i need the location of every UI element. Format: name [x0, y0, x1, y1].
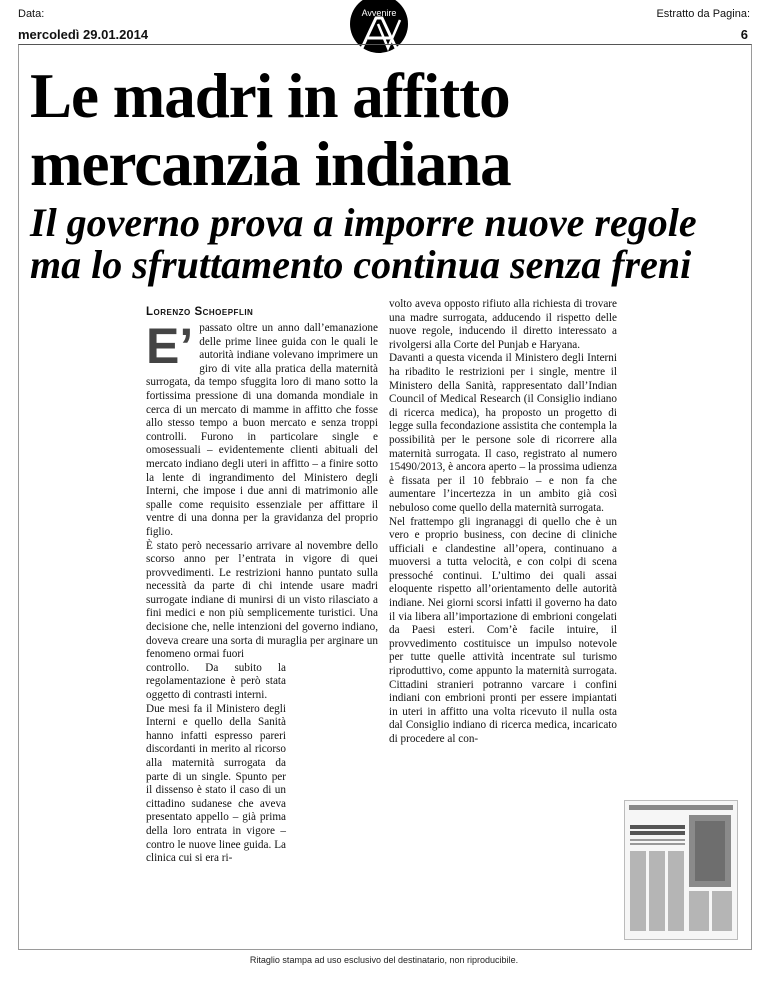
paragraph: Nel frattempo gli ingranaggi di quello che è un vero e proprio business, con decine di cliniche ufficiali e clandestine all’opera, continuano a muoversi a tutta velocità, e con colpi di scena pressoché continui. L’ultimo dei quali assai eloquente rispetto all’orientamento delle autorità indiane. Nei giorni scorsi infatti il governo ha dato il via libera all’importazione di embrioni congelati da Paesi esteri. Com’è facile intuire, il provvedimento costituisce un impulso notevole per tutte quelle attività incentrate sul turismo riproduttivo, come appunto la maternità surrogata. Cittadini stranieri potranno varcare i confini indiani con embrioni pronti per essere impiantati in uteri in affitto una volta ricevuto il nulla osta dal Consiglio indiano di ricerca medica, incaricato di procedere al con-	[389, 515, 617, 745]
paragraph: Due mesi fa il Ministero degli Interni e quello della Sanità hanno infatti espresso pareri discordanti in merito al ricorso alla maternità surrogata da parte di un single. Spunto per il dissenso è stato il caso di un cittadino sudanese che aveva presentato appello – già prima della loro entrata in vigore – contro le nuove linee guida. La clinica cui si era ri-	[146, 702, 286, 865]
paragraph: volto aveva opposto rifiuto alla richiesta di trovare una madre surrogata, adducendo il rispetto delle nuove regole, inducendo il diretto interessato a rivolgersi alla Corte del Punjab e Haryana.	[389, 298, 617, 351]
page-thumbnail	[624, 800, 738, 940]
drop-cap: E’	[146, 318, 194, 374]
footer-disclaimer: Ritaglio stampa ad uso esclusivo del destinatario, non riproducibile.	[249, 955, 519, 965]
paragraph: È stato però necessario arrivare al novembre dello scorso anno per l’entrata in vigore di quei provvedimenti. Le restrizioni hanno puntato sulla necessità da parte di chi intende usare madri surrogate indiane di munirsi di un visto rilasciato a fini medici e non più semplicemente turistici. Una decisione che, nelle intenzioni del governo indiano, doveva creare una sorta di muraglia per arginare un fenomeno ormai fuori	[146, 539, 378, 661]
date-label: Data:	[18, 8, 45, 20]
subheadline-line-1: Il governo prova a imporre nuove regole	[30, 200, 697, 245]
headline-line-1: Le madri in affitto	[30, 61, 510, 131]
page-number: 6	[740, 27, 748, 42]
subheadline	[30, 202, 697, 286]
paragraph: Davanti a questa vicenda il Ministero degli Interni ha ribadito le restrizioni per i single, mentre il Ministero della Sanità, rappresentato dall’Indian Council of Medical Research (il Consiglio indiano di ricerca medica), ha proposto un progetto di legge sulla fecondazione assistita che contempla la possibilità per le persone sole di ricorrere alla maternità surrogata. Il caso, registrato al numero 15490/2013, è ancora aperto – la prossima udienza è fissata per il 10 febbraio – e non fa che aumentare l’incertezza in un ambito già così nebuloso come quello della maternità surrogata.	[389, 352, 617, 514]
paragraph: passato oltre un anno dall’emanazione delle prime linee guida con le quali le autorità indiane volevano imprimere un giro di vite alla pratica della maternità surrogata, da tempo sfuggita loro di mano sotto la fortissima pressione di una domanda mondiale in cerca di un mercato di mamme in affitto che fosse allo stesso tempo a buon mercato e senza troppi controlli. Furono in particolare single e omosessuali – evidentemente clienti abituali del mercato indiano degli uteri in affitto – a finire sotto la lente di ingrandimento del Ministero degli Interni, che impose i due anni di matrimonio alle spalle come requisito essenziale per affittare il ventre di una donna per la gravidanza del proprio figlio.	[146, 322, 378, 538]
subheadline-line-2: ma lo sfruttamento continua senza freni	[30, 242, 692, 287]
article-column-2	[389, 298, 617, 747]
page-label: Estratto da Pagina:	[656, 8, 750, 20]
headline	[30, 62, 511, 198]
author-byline: Lorenzo Schoepflin	[146, 306, 254, 318]
publication-date: mercoledì 29.01.2014	[18, 27, 149, 42]
logo-text: Avvenire	[361, 8, 397, 18]
paragraph: controllo. Da subito la regolamentazione è però stata oggetto di contrasti interni.	[146, 661, 286, 702]
article-column-1	[146, 318, 378, 866]
headline-line-2: mercanzia indiana	[30, 129, 511, 199]
thumbnail-preview	[625, 801, 737, 939]
